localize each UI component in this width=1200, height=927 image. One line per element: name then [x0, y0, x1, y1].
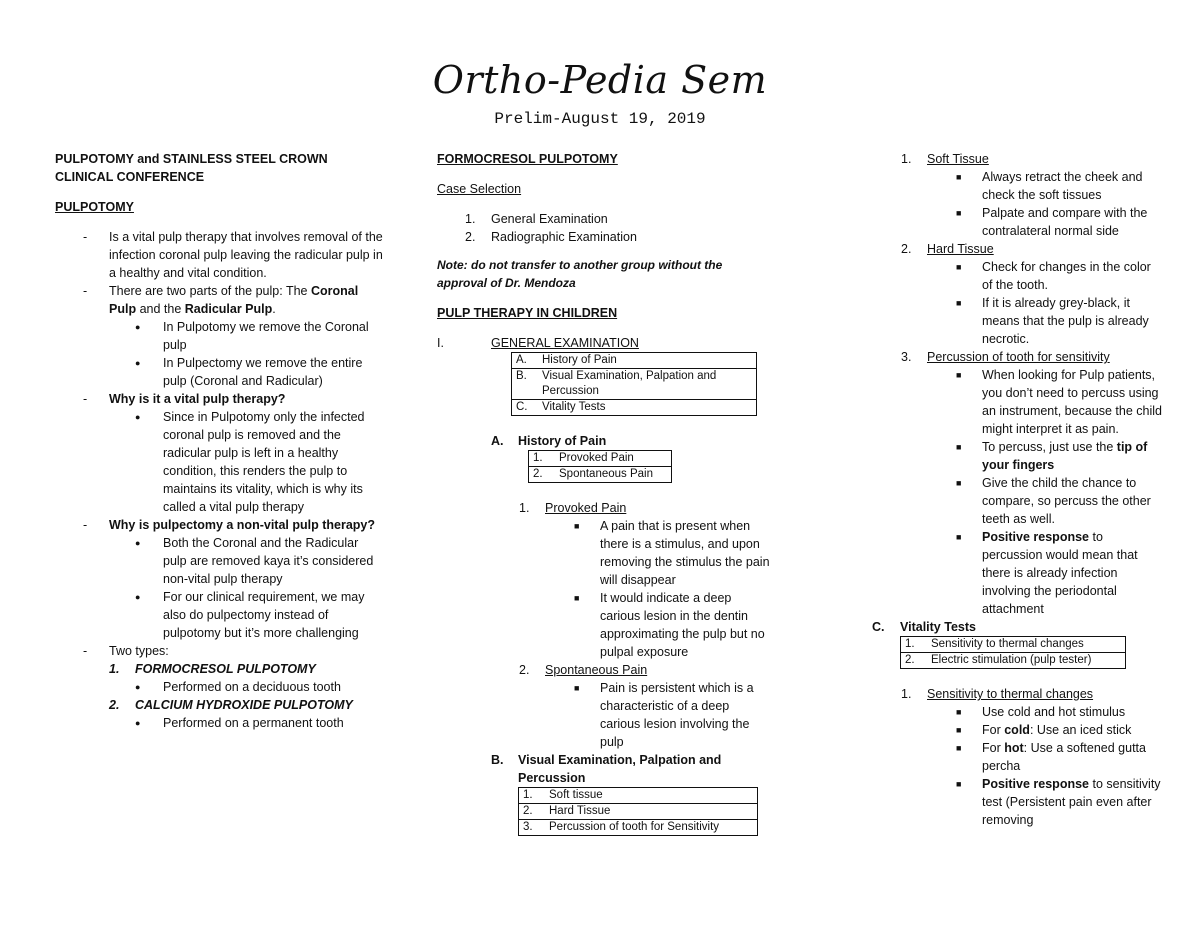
table-cell: 2. — [901, 653, 928, 669]
square-text: Use cold and hot stimulus — [982, 705, 1126, 719]
square-item — [872, 721, 1162, 739]
dash-item — [55, 642, 385, 660]
square-bullet: ■ — [956, 172, 962, 182]
square-item — [872, 474, 1162, 528]
item-number: 3. — [901, 350, 912, 364]
square-bullet: ■ — [956, 442, 962, 452]
table-cell: 2. — [519, 804, 546, 820]
table-row — [512, 353, 757, 369]
document-subtitle: Prelim-August 19, 2019 — [494, 110, 706, 128]
emphasis-text: Positive response — [982, 530, 1089, 544]
dot-item — [55, 588, 385, 642]
dot-bullet: ● — [135, 322, 141, 332]
soft-tissue-heading: Soft Tissue — [927, 152, 989, 166]
dot-bullet: ● — [135, 592, 141, 602]
square-item — [872, 294, 1162, 348]
item-number: 2. — [519, 663, 530, 677]
dot-text: For our clinical requirement, we may also do pulpectomy instead of pulpotomy but it’s more challenging — [163, 590, 365, 640]
square-text: to percussion would mean that there is already infection involving the periodontal attachment — [982, 530, 1138, 616]
emphasis-text: cold — [1004, 723, 1030, 737]
dot-text: Performed on a deciduous tooth — [163, 680, 341, 694]
table-row — [512, 369, 757, 400]
provoked-item — [437, 499, 772, 517]
thermal-item — [872, 685, 1162, 703]
spontaneous-heading: Spontaneous Pain — [545, 663, 648, 677]
column-3 — [872, 150, 1162, 829]
square-text: Palpate and compare with the contralateral normal side — [982, 206, 1148, 238]
table-row — [519, 788, 758, 804]
square-bullet: ■ — [574, 593, 580, 603]
visual-table — [518, 787, 758, 836]
square-bullet: ■ — [574, 683, 580, 693]
square-text: When looking for Pulp patients, you don’t need to percuss using an instrument, because the child might interpret it as pain. — [982, 368, 1162, 436]
table-cell: Vitality Tests — [538, 400, 757, 416]
dash-text: . — [272, 302, 276, 316]
table-row — [901, 653, 1126, 669]
type-item — [55, 696, 385, 714]
square-bullet: ■ — [956, 478, 962, 488]
conference-heading-line1: PULPOTOMY and STAINLESS STEEL CROWN — [55, 152, 328, 166]
section-title: Visual Examination, Palpation and Percussion — [518, 753, 722, 785]
square-text: : Use an iced stick — [1029, 723, 1132, 737]
dot-text: Both the Coronal and the Radicular pulp are removed kaya it’s considered non-vital pulp therapy — [163, 536, 374, 586]
case-number: 1. — [465, 212, 476, 226]
square-text: to sensitivity test (Persistent pain even after removing — [982, 777, 1161, 827]
table-row — [512, 400, 757, 416]
question-text: Why is it a vital pulp therapy? — [109, 392, 286, 406]
table-cell: Visual Examination, Palpation and Percussion — [538, 369, 757, 400]
square-text: Check for changes in the color of the tooth. — [982, 260, 1151, 292]
square-bullet: ■ — [574, 521, 580, 531]
dash-text: Two types: — [109, 644, 169, 658]
table-cell: A. — [512, 353, 539, 369]
coronal-pulp-term: Coronal Pulp — [109, 284, 359, 316]
square-item — [872, 168, 1162, 204]
case-number: 2. — [465, 230, 476, 244]
type-title: CALCIUM HYDROXIDE PULPOTOMY — [135, 698, 353, 712]
table-cell: Electric stimulation (pulp tester) — [927, 653, 1126, 669]
square-text: : Use a softened gutta percha — [982, 741, 1146, 773]
section-letter: A. — [491, 434, 504, 448]
table-cell: B. — [512, 369, 539, 400]
vitality-heading — [872, 618, 1162, 636]
table-cell: Provoked Pain — [555, 451, 672, 467]
dash-bullet: - — [83, 284, 88, 298]
square-item — [872, 703, 1162, 721]
type-number: 1. — [109, 662, 120, 676]
dot-text: In Pulpectomy we remove the entire pulp (Coronal and Radicular) — [163, 356, 363, 388]
dot-item — [55, 714, 385, 732]
emphasis-text: Positive response — [982, 777, 1089, 791]
case-item — [437, 210, 772, 228]
question-text: Why is pulpectomy a non-vital pulp therapy? — [109, 518, 375, 532]
dot-item — [55, 354, 385, 390]
square-item — [437, 589, 772, 661]
square-text: If it is already grey-black, it means that the pulp is already necrotic. — [982, 296, 1149, 346]
square-item — [872, 528, 1162, 618]
square-text: Give the child the chance to compare, so percuss the other teeth as well. — [982, 476, 1151, 526]
general-exam-table — [511, 352, 757, 416]
square-item — [437, 679, 772, 751]
pulpotomy-heading: PULPOTOMY — [55, 200, 134, 214]
dash-item — [55, 282, 385, 318]
dot-bullet: ● — [135, 718, 141, 728]
section-title: History of Pain — [518, 434, 607, 448]
type-item — [55, 660, 385, 678]
square-bullet: ■ — [956, 262, 962, 272]
square-text: Always retract the cheek and check the soft tissues — [982, 170, 1143, 202]
dot-text: Performed on a permanent tooth — [163, 716, 344, 730]
case-item — [437, 228, 772, 246]
formocresol-heading: FORMOCRESOL PULPOTOMY — [437, 152, 618, 166]
square-item — [872, 366, 1162, 438]
dash-text: There are two parts of the pulp: The — [109, 284, 311, 298]
case-text: General Examination — [491, 212, 608, 226]
item-number: 1. — [519, 501, 530, 515]
section-letter: B. — [491, 753, 504, 767]
dash-text: and the — [136, 302, 185, 316]
percussion-heading: Percussion of tooth for sensitivity — [927, 350, 1110, 364]
column-1 — [55, 150, 385, 732]
square-bullet: ■ — [956, 370, 962, 380]
table-cell: Sensitivity to thermal changes — [927, 637, 1126, 653]
square-item — [872, 438, 1162, 474]
table-row — [519, 804, 758, 820]
dot-item — [55, 534, 385, 588]
roman-numeral: I. — [437, 336, 444, 350]
dot-bullet: ● — [135, 538, 141, 548]
square-text: Pain is persistent which is a characteristic of a deep carious lesion involving the pulp — [600, 681, 754, 749]
visual-heading — [437, 751, 772, 787]
transfer-note: Note: do not transfer to another group without the approval of Dr. Mendoza — [437, 258, 723, 290]
general-exam-item — [437, 334, 772, 352]
table-cell: 1. — [901, 637, 928, 653]
section-title: Vitality Tests — [900, 620, 976, 634]
square-bullet: ■ — [956, 779, 962, 789]
table-cell: Soft tissue — [545, 788, 758, 804]
table-cell: History of Pain — [538, 353, 757, 369]
general-exam-heading: GENERAL EXAMINATION — [491, 336, 639, 350]
dot-item — [55, 408, 385, 516]
pain-table — [528, 450, 672, 483]
emphasis-text: tip of your fingers — [982, 440, 1148, 472]
dot-text: In Pulpotomy we remove the Coronal pulp — [163, 320, 369, 352]
column-2 — [437, 150, 772, 836]
table-cell: C. — [512, 400, 539, 416]
table-cell: 3. — [519, 820, 546, 836]
square-bullet: ■ — [956, 743, 962, 753]
dot-item — [55, 318, 385, 354]
dot-text: Since in Pulpotomy only the infected coronal pulp is removed and the radicular pulp is left in a healthy condition, this renders the pulp to maintains its vitality, which is why its called a vital pulp therapy — [163, 410, 365, 514]
percussion-item — [872, 348, 1162, 366]
case-text: Radiographic Examination — [491, 230, 637, 244]
table-row — [529, 451, 672, 467]
hard-tissue-item — [872, 240, 1162, 258]
conference-heading-line2: CLINICAL CONFERENCE — [55, 170, 205, 184]
table-cell: Spontaneous Pain — [555, 467, 672, 483]
square-item — [872, 204, 1162, 240]
dot-item — [55, 678, 385, 696]
table-cell: 2. — [529, 467, 556, 483]
dash-text: Is a vital pulp therapy that involves removal of the infection coronal pulp leaving the radicular pulp in a healthy and vital condition. — [109, 230, 383, 280]
item-number: 1. — [901, 152, 912, 166]
vitality-table — [900, 636, 1126, 669]
dash-item — [55, 228, 385, 282]
square-bullet: ■ — [956, 725, 962, 735]
dash-bullet: - — [83, 392, 88, 406]
square-item — [872, 258, 1162, 294]
item-number: 1. — [901, 687, 912, 701]
case-selection-heading: Case Selection — [437, 182, 522, 196]
thermal-heading: Sensitivity to thermal changes — [927, 687, 1094, 701]
dash-item — [55, 516, 385, 534]
dash-bullet: - — [83, 230, 88, 244]
item-number: 2. — [901, 242, 912, 256]
hard-tissue-heading: Hard Tissue — [927, 242, 994, 256]
table-row — [901, 637, 1126, 653]
square-item — [872, 739, 1162, 775]
square-text: To percuss, just use the — [982, 440, 1117, 454]
dot-bullet: ● — [135, 358, 141, 368]
spontaneous-item — [437, 661, 772, 679]
dash-item — [55, 390, 385, 408]
type-number: 2. — [109, 698, 120, 712]
square-item — [872, 775, 1162, 829]
emphasis-text: hot — [1004, 741, 1024, 755]
dot-bullet: ● — [135, 412, 141, 422]
table-cell: 1. — [529, 451, 556, 467]
dash-bullet: - — [83, 518, 88, 532]
table-cell: 1. — [519, 788, 546, 804]
radicular-pulp-term: Radicular Pulp — [184, 302, 273, 316]
dash-bullet: - — [83, 644, 88, 658]
provoked-heading: Provoked Pain — [545, 501, 627, 515]
square-text: For — [982, 723, 1005, 737]
square-bullet: ■ — [956, 208, 962, 218]
type-title: FORMOCRESOL PULPOTOMY — [135, 662, 316, 676]
table-cell: Percussion of tooth for Sensitivity — [545, 820, 758, 836]
section-letter: C. — [872, 620, 885, 634]
square-text: For — [982, 741, 1005, 755]
square-bullet: ■ — [956, 298, 962, 308]
square-bullet: ■ — [956, 707, 962, 717]
soft-tissue-item — [872, 150, 1162, 168]
table-cell: Hard Tissue — [545, 804, 758, 820]
table-row — [529, 467, 672, 483]
square-bullet: ■ — [956, 532, 962, 542]
table-row — [519, 820, 758, 836]
document-title: Ortho-Pedia Sem — [432, 58, 768, 102]
pulp-therapy-heading: PULP THERAPY IN CHILDREN — [437, 306, 618, 320]
square-item — [437, 517, 772, 589]
square-text: It would indicate a deep carious lesion in the dentin approximating the pulp but no pulpal exposure — [600, 591, 765, 659]
dot-bullet: ● — [135, 682, 141, 692]
square-text: A pain that is present when there is a stimulus, and upon removing the stimulus the pain will disappear — [600, 519, 770, 587]
history-heading — [437, 432, 772, 450]
